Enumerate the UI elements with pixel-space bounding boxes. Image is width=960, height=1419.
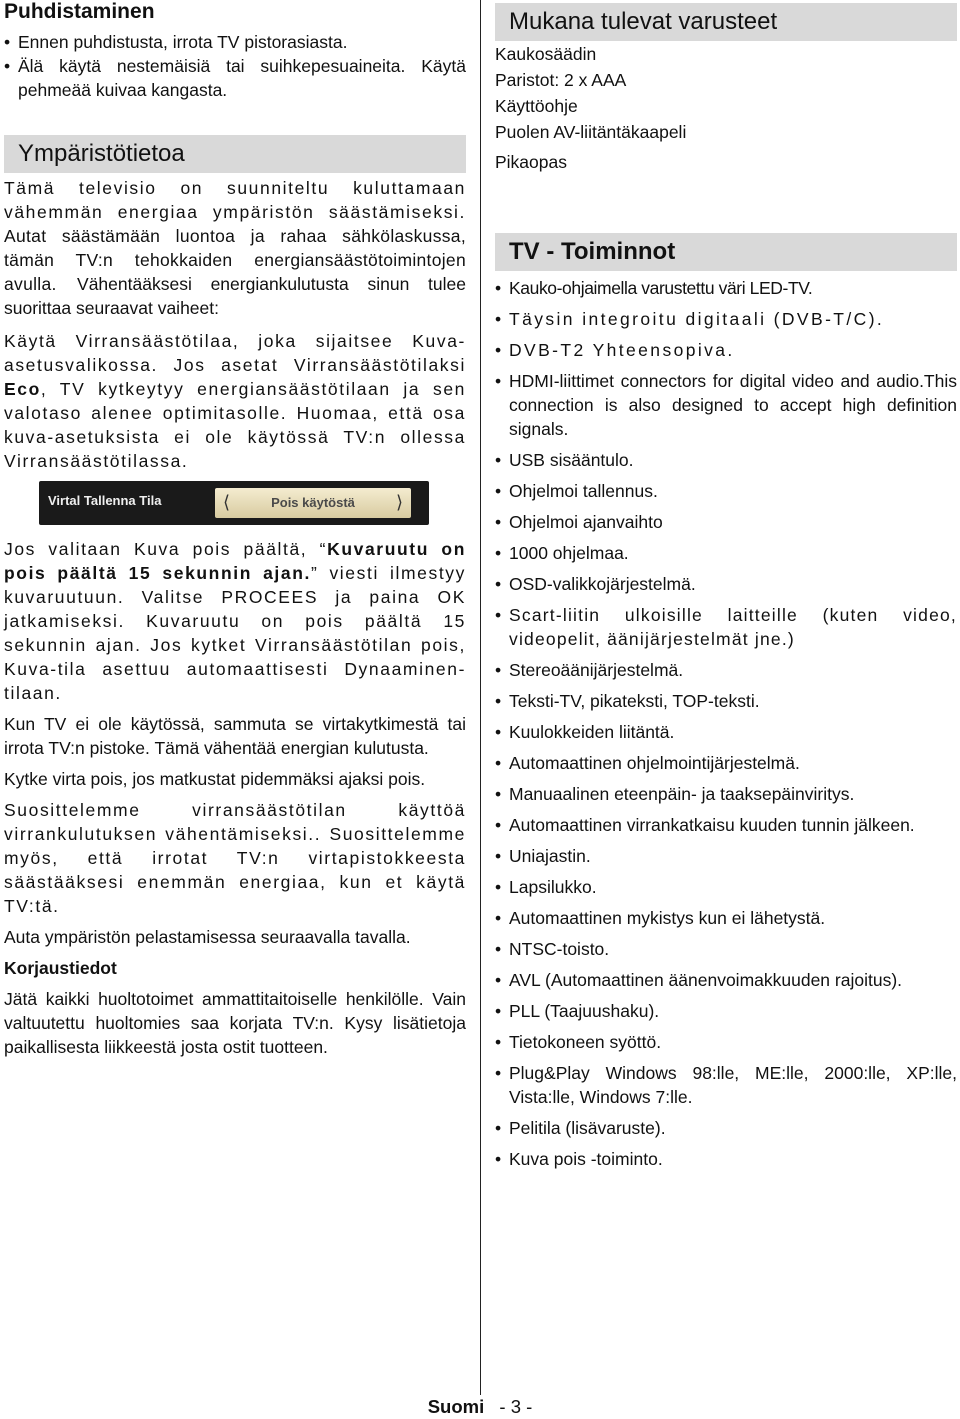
list-item: • DVB-T2 Yhteensopiva.: [495, 338, 957, 362]
env-text-a: Tämä televisio on suunniteltu kuluttamaan vähemmän energiaa ympäristön säästämiseksi.: [4, 178, 466, 222]
list-item: Kaukosäädin: [495, 44, 597, 64]
env-paragraph-3: [4, 537, 466, 705]
list-item: • Täysin integroitu digitaali (DVB-T/C).: [495, 307, 957, 331]
cleaning-heading: Puhdistaminen: [4, 0, 155, 23]
p3-text-b: ” viesti ilmestyy kuvaruutuun. Valitse PROCEES ja paina OK jatkamiseksi. Kuvaruutu on pois päältä 15 sekunnin ajan. Jos kytket Virransäästötilan pois, Kuva-tila asettuu automaattisesti Dynaaminen-tilaan.: [4, 563, 466, 703]
list-item: • PLL (Taajuushaku).: [495, 999, 957, 1023]
list-item: • Ennen puhdistusta, irrota TV pistorasiasta.: [4, 30, 466, 54]
list-item: • OSD-valikkojärjestelmä.: [495, 572, 957, 596]
list-item: • Pelitila (lisävaruste).: [495, 1116, 957, 1140]
chevron-right-icon: ⟩: [395, 492, 403, 512]
list-item: • NTSC-toisto.: [495, 937, 957, 961]
list-item: • Teksti-TV, pikateksti, TOP-teksti.: [495, 689, 957, 713]
list-item: Käyttöohje: [495, 96, 578, 116]
list-item: Puolen AV-liitäntäkaapeli: [495, 122, 687, 142]
column-divider: [480, 0, 481, 1395]
list-item: • AVL (Automaattinen äänenvoimakkuuden rajoitus).: [495, 968, 957, 992]
cleaning-list: [4, 30, 466, 102]
list-item: • Kauko-ohjaimella varustettu väri LED-TV.: [495, 276, 957, 300]
list-item: • Automaattinen virrankatkaisu kuuden tunnin jälkeen.: [495, 813, 957, 837]
list-item: • Scart-liitin ulkoisille laitteille (kuten video, videopelit, äänijärjestelmät jne.): [495, 603, 957, 651]
env-text-e: , TV kytkeytyy energiansäästötilaan ja sen valotaso alenee optimitasolle. Huomaa, että osa kuva-asetuksista ei ole käytössä TV:n ollessa Virransäästötilassa.: [4, 379, 466, 471]
env-text-b: Autat säästämään luontoa ja rahaa sähkölaskussa, tämän TV:n tehokkaiden energiansäästötoimintojen avulla.: [4, 226, 466, 294]
env-text-c: Vähentääksesi energiankulutusta sinun tulee suorittaa seuraavat vaiheet:: [4, 274, 466, 318]
power-save-menu-image: [39, 481, 429, 525]
list-item: • Uniajastin.: [495, 844, 957, 868]
page-number: - 3 -: [499, 1396, 533, 1417]
list-item: • Automaattinen mykistys kun ei lähetystä.: [495, 906, 957, 930]
list-item: • Automaattinen ohjelmointijärjestelmä.: [495, 751, 957, 775]
list-item: • Ohjelmoi ajanvaihto: [495, 510, 957, 534]
features-list: [495, 276, 957, 1171]
env-text-d: Käytä Virransäästötilaa, joka sijaitsee Kuva-asetusvalikossa. Jos asetat Virransäästötilaksi: [4, 331, 466, 375]
list-item: • Kuulokkeiden liitäntä.: [495, 720, 957, 744]
env-paragraph-7: Auta ympäristön pelastamisessa seuraavalla tavalla.: [4, 927, 411, 947]
list-item: Pikaopas: [495, 152, 567, 172]
left-column: [4, 0, 466, 1059]
p3-bold: Kuvaruutu on pois päältä 15 sekunnin ajan.: [4, 539, 466, 583]
list-item: • Älä käytä nestemäisiä tai suihkepesuaineita. Käytä pehmeää kuivaa kangasta.: [4, 54, 466, 102]
list-item: Paristot: 2 x AAA: [495, 70, 627, 90]
env-paragraph-4: Kun TV ei ole käytössä, sammuta se virtakytkimestä tai irrota TV:n pistoke. Tämä vähentää energian kulutusta.: [4, 714, 466, 758]
env-paragraph-1: [4, 176, 466, 320]
right-column: [495, 0, 957, 1178]
list-item: • Tietokoneen syöttö.: [495, 1030, 957, 1054]
chevron-left-icon: ⟨: [223, 492, 231, 512]
eco-term: Eco: [4, 379, 41, 399]
list-item: • Kuva pois -toiminto.: [495, 1147, 957, 1171]
list-item: • 1000 ohjelmaa.: [495, 541, 957, 565]
env-paragraph-2: [4, 329, 466, 473]
env-paragraph-5: Kytke virta pois, jos matkustat pidemmäksi ajaksi pois.: [4, 769, 426, 789]
list-item: • Manuaalinen eteenpäin- ja taaksepäinviritys.: [495, 782, 957, 806]
list-item: • Ohjelmoi tallennus.: [495, 479, 957, 503]
list-item: • Plug&Play Windows 98:lle, ME:lle, 2000:lle, XP:lle, Vista:lle, Windows 7:lle.: [495, 1061, 957, 1109]
environment-heading: Ympäristötietoa: [4, 135, 466, 173]
p3-text-a: Jos valitaan Kuva pois päältä, “: [4, 539, 328, 559]
repair-paragraph: Jätä kaikki huoltotoimet ammattitaitoiselle henkilölle. Vain valtuutettu huoltomies saa korjata TV:n. Kysy lisätietoja paikallisesta liikkeestä josta ostit tuotteen.: [4, 989, 466, 1057]
list-item: • HDMI-liittimet connectors for digital video and audio.This connection is also designed to accept high definition signals.: [495, 369, 957, 441]
osd-label: Virtal Tallenna Tila: [48, 493, 162, 508]
features-heading: TV - Toiminnot: [495, 233, 957, 271]
list-item: • Stereoäänijärjestelmä.: [495, 658, 957, 682]
list-item: • USB sisääntulo.: [495, 448, 957, 472]
accessories-list: [495, 41, 957, 175]
page-footer: [0, 1396, 960, 1418]
list-item: • Lapsilukko.: [495, 875, 957, 899]
repair-heading: Korjaustiedot: [4, 958, 117, 978]
accessories-heading: Mukana tulevat varusteet: [495, 3, 957, 41]
footer-language: Suomi: [427, 1396, 485, 1417]
osd-selector: [215, 488, 411, 518]
osd-value: Pois käytöstä: [271, 495, 355, 510]
env-paragraph-6: Suosittelemme virransäästötilan käyttöä virrankulutuksen vähentämiseksi.. Suosittelemme myös, että irrotat TV:n virtapistokkeesta säästääksesi enemmän energiaa, kun et käytä TV:tä.: [4, 800, 466, 916]
